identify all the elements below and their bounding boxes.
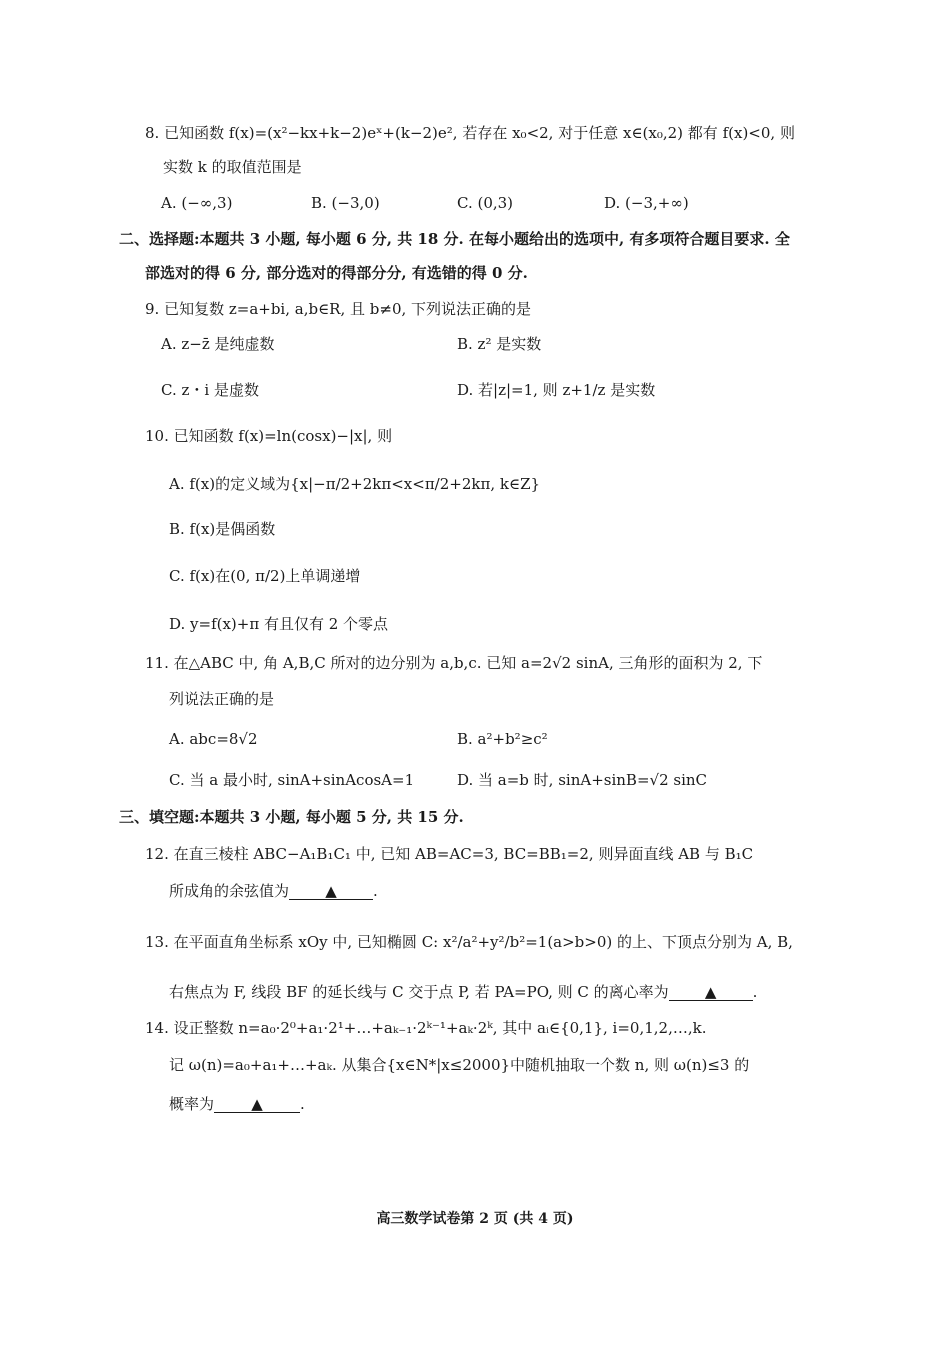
q14-answer-blank <box>214 1097 300 1113</box>
q10-option-a: A. f(x)的定义域为{x|−π/2+2kπ<x<π/2+2kπ, k∈Z} <box>169 475 541 493</box>
q14-line3 <box>169 1097 305 1113</box>
section2-line2: 部选对的得 6 分, 部分选对的得部分分, 有选错的得 0 分. <box>145 264 528 282</box>
q13-line1: 13. 在平面直角坐标系 xOy 中, 已知椭圆 C: x²/a²+y²/b²=1(a>b>0) 的上、下顶点分别为 A, B, <box>145 933 793 951</box>
q13-prompt: 右焦点为 F, 线段 BF 的延长线与 C 交于点 P, 若 PA=PO, 则 C 的离心率为 <box>169 983 669 1001</box>
q12-answer-blank <box>289 884 373 900</box>
q12-prompt: 所成角的余弦值为 <box>169 882 290 900</box>
q13-answer-blank <box>669 985 753 1001</box>
q13-end: . <box>752 983 758 1001</box>
q10-option-b: B. f(x)是偶函数 <box>169 520 276 538</box>
q8-option-b: B. (−3,0) <box>311 194 380 212</box>
section3-title: 三、填空题:本题共 3 小题, 每小题 5 分, 共 15 分. <box>119 808 464 826</box>
q12-end: . <box>373 882 378 900</box>
q8-line2: 实数 k 的取值范围是 <box>163 158 302 176</box>
q8-option-a: A. (−∞,3) <box>161 194 233 212</box>
q11-option-d: D. 当 a=b 时, sinA+sinB=√2 sinC <box>457 771 708 789</box>
q14-end: . <box>300 1095 305 1113</box>
q9-option-a: A. z−z̄ 是纯虚数 <box>161 335 275 353</box>
q11-option-c: C. 当 a 最小时, sinA+sinAcosA=1 <box>169 771 415 789</box>
page-footer: 高三数学试卷第 2 页 (共 4 页) <box>376 1211 574 1227</box>
q8-option-c: C. (0,3) <box>457 194 514 212</box>
q11-line2: 列说法正确的是 <box>169 690 275 708</box>
section2-line1: 二、选择题:本题共 3 小题, 每小题 6 分, 共 18 分. 在每小题给出的选项中, 有多项符合题目要求. 全 <box>119 230 790 248</box>
q9-option-c: C. z・i 是虚数 <box>161 381 259 399</box>
q14-line1: 14. 设正整数 n=a₀·2⁰+a₁·2¹+…+aₖ₋₁·2ᵏ⁻¹+aₖ·2ᵏ, 其中 aᵢ∈{0,1}, i=0,1,2,…,k. <box>145 1019 707 1037</box>
q10-stem: 10. 已知函数 f(x)=ln(cosx)−|x|, 则 <box>145 427 393 445</box>
q11-line1: 11. 在△ABC 中, 角 A,B,C 所对的边分别为 a,b,c. 已知 a=2√2 sinA, 三角形的面积为 2, 下 <box>145 654 763 672</box>
q11-option-b: B. a²+b²≥c² <box>457 730 548 748</box>
q9-stem: 9. 已知复数 z=a+bi, a,b∈R, 且 b≠0, 下列说法正确的是 <box>145 300 532 318</box>
q8-line1: 8. 已知函数 f(x)=(x²−kx+k−2)eˣ+(k−2)e², 若存在 x₀<2, 对于任意 x∈(x₀,2) 都有 f(x)<0, 则 <box>145 124 795 142</box>
q13-answer-mark: ▲ <box>704 983 717 1001</box>
q12-line2 <box>169 884 378 900</box>
q10-option-c: C. f(x)在(0, π/2)上单调递增 <box>169 567 361 585</box>
q13-line2 <box>169 985 757 1001</box>
q9-option-d: D. 若|z|=1, 则 z+1/z 是实数 <box>457 381 656 399</box>
q12-line1: 12. 在直三棱柱 ABC−A₁B₁C₁ 中, 已知 AB=AC=3, BC=BB₁=2, 则异面直线 AB 与 B₁C <box>145 845 754 863</box>
q12-answer-mark: ▲ <box>325 882 337 900</box>
q10-option-d: D. y=f(x)+π 有且仅有 2 个零点 <box>169 615 389 633</box>
q14-answer-mark: ▲ <box>251 1095 263 1113</box>
q8-option-d: D. (−3,+∞) <box>604 194 689 212</box>
q14-prompt: 概率为 <box>169 1095 215 1113</box>
q11-option-a: A. abc=8√2 <box>169 730 258 748</box>
q9-option-b: B. z² 是实数 <box>457 335 542 353</box>
q14-line2: 记 ω(n)=a₀+a₁+…+aₖ. 从集合{x∈N*|x≤2000}中随机抽取一个数 n, 则 ω(n)≤3 的 <box>169 1056 750 1074</box>
